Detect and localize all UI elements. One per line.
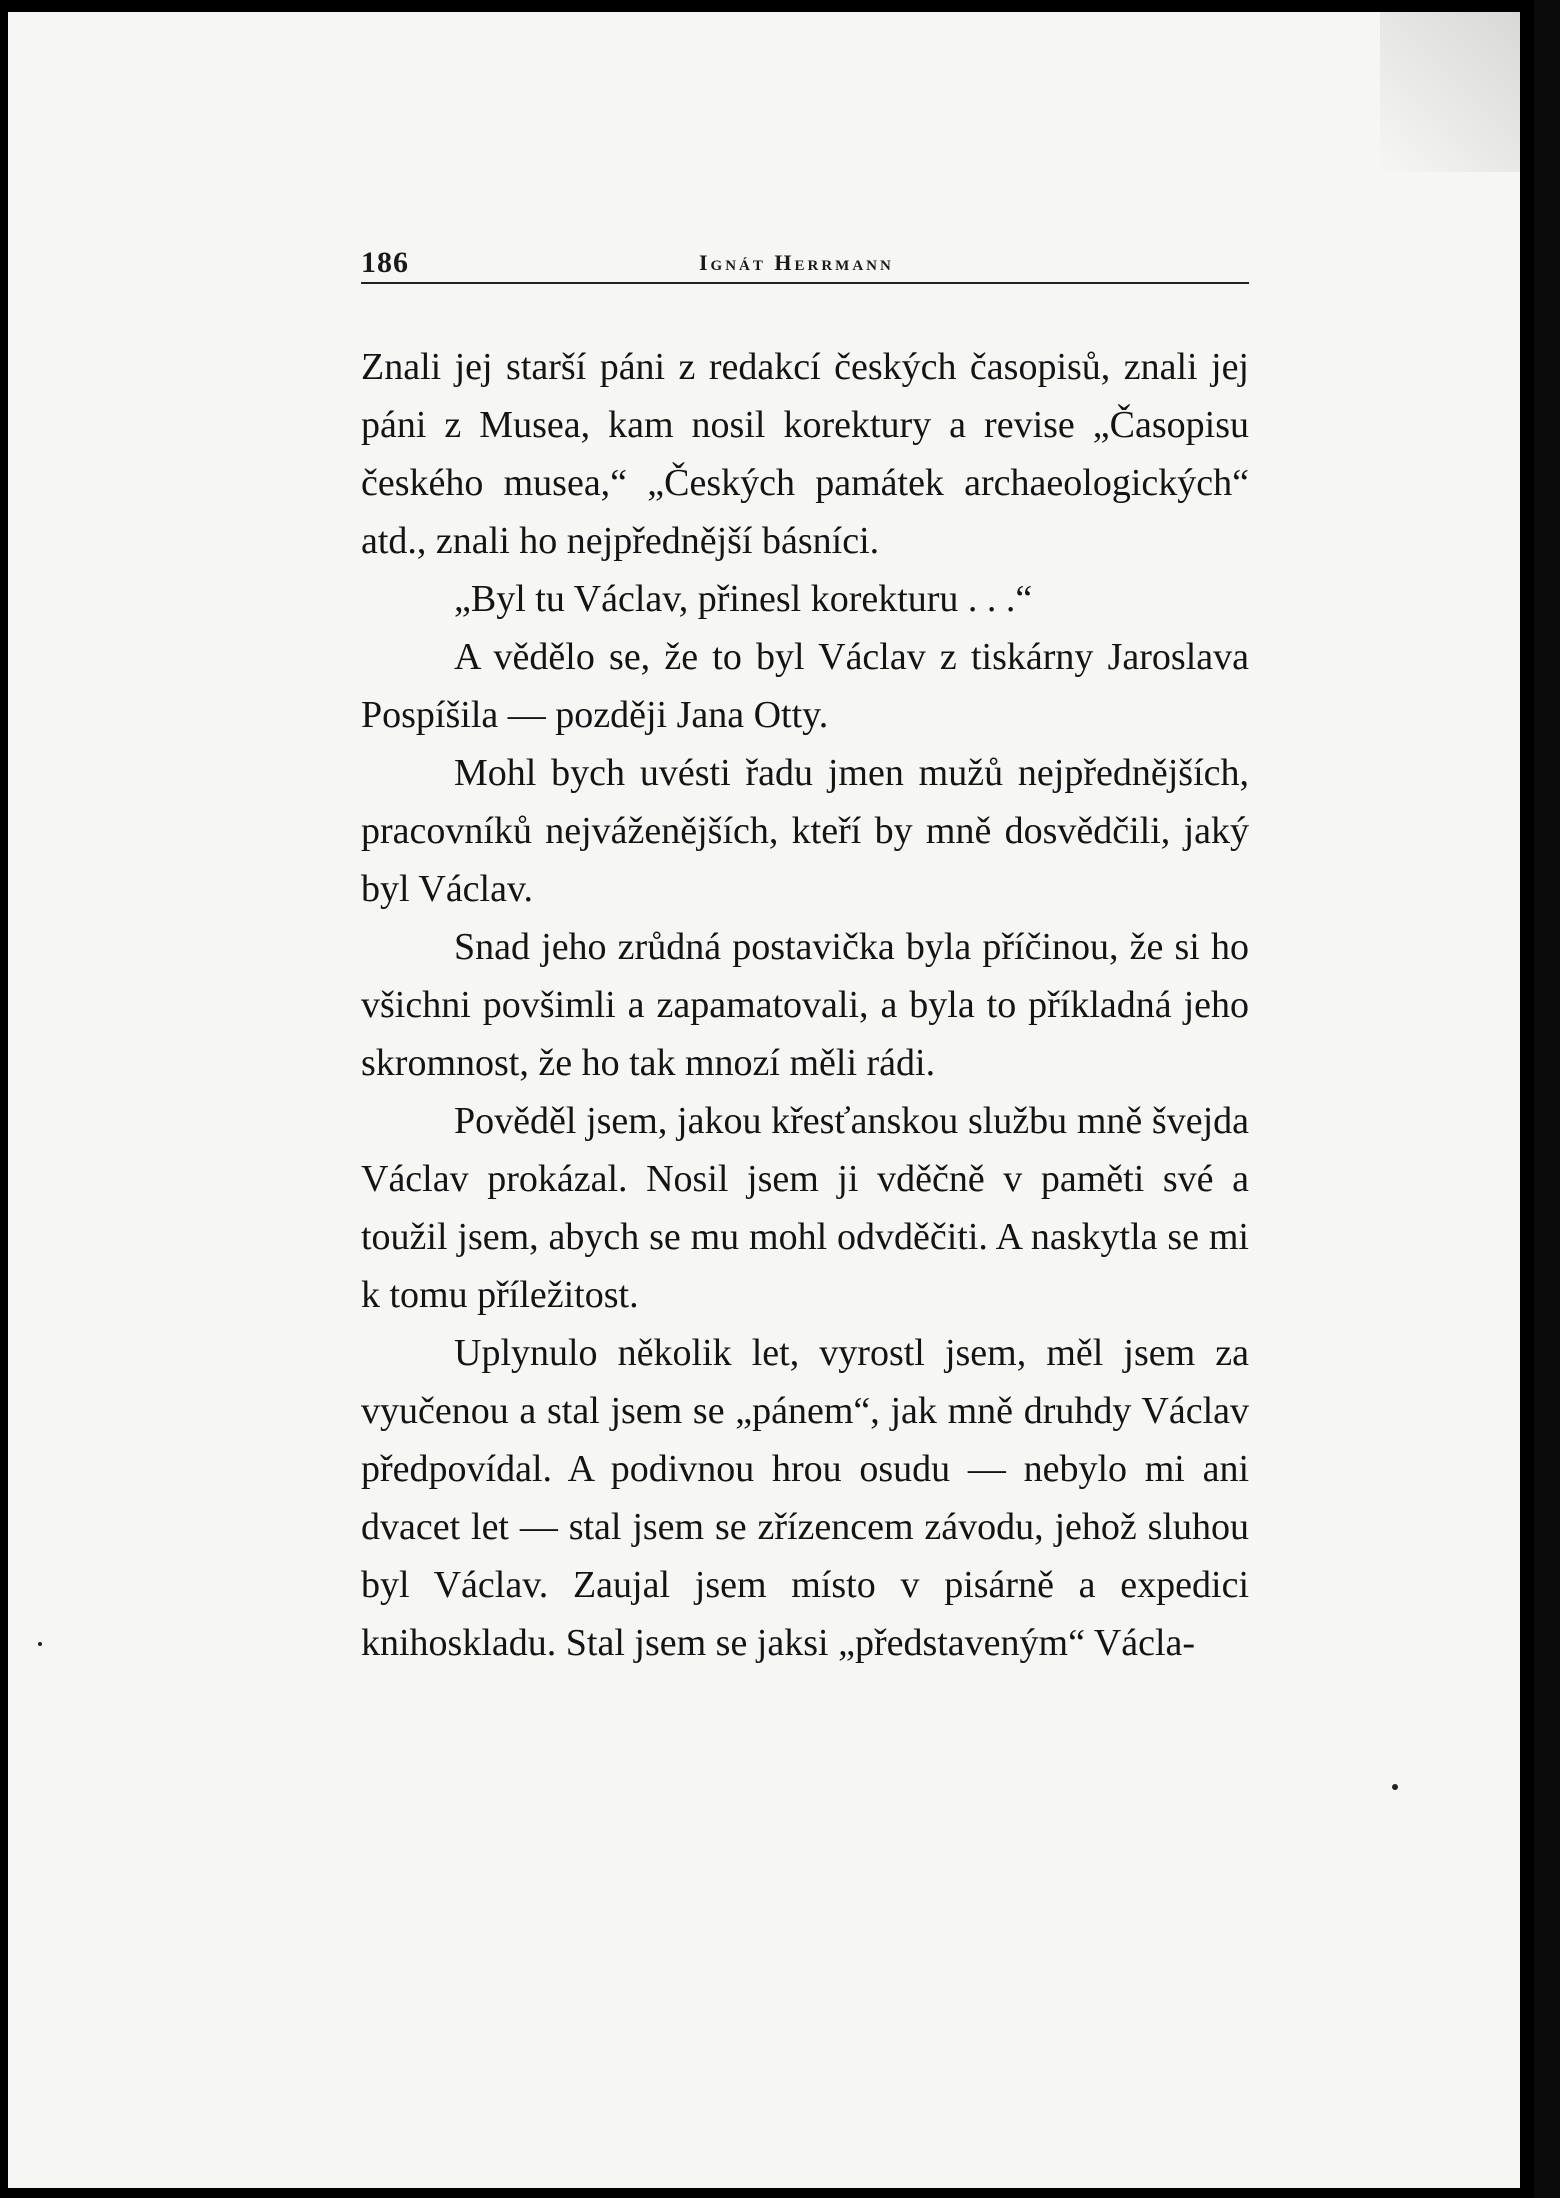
header-rule [361,282,1249,284]
paragraph-2: „Byl tu Václav, přinesl korekturu . . .“ [454,578,1033,620]
paragraph-7: Uplynulo několik let, vyrostl jsem, měl jsem za vyučenou a stal jsem se „pánem“, jak mně druhdy Václav předpovídal. A podivnou hrou osudu — nebylo mi ani dvacet let — stal jsem se zřízencem závodu, jehož sluhou byl Václav. Zaujal jsem místo v pisárně a expedici knihoskladu. Stal jsem se jaksi „představeným“ Václa- [361,1332,1249,1664]
paragraph-6: Pověděl jsem, jakou křesťanskou službu mně švejda Václav prokázal. Nosil jsem ji vděčně v paměti své a toužil jsem, abych se mu mohl odvděčiti. A naskytla se mi k tomu příležitost. [361,1100,1249,1316]
paragraph-5: Snad jeho zrůdná postavička byla příčinou, že si ho všichni povšimli a zapamatovali, a byla to příkladná jeho skromnost, že ho tak mnozí měli rádi. [361,926,1249,1084]
book-page [8,12,1520,2188]
scan-speck [1392,1784,1398,1790]
body-text [361,338,1249,1672]
paragraph-1: Znali jej starší páni z redakcí českých časopisů, znali jej páni z Musea, kam nosil korektury a revise „Časopisu českého musea,“ „Českých památek archaeologických“ atd., znali ho nejpřednější básníci. [361,346,1249,562]
paragraph-4: Mohl bych uvésti řadu jmen mužů nejpřednějších, pracovníků nejváženějších, kteří by mně dosvědčili, jaký byl Václav. [361,752,1249,910]
scan-border [1534,0,1560,2198]
running-title-author: Ignát Herrmann [699,250,894,275]
scan-speck [38,1642,42,1646]
page-number: 186 [361,246,409,279]
paragraph-3: A vědělo se, že to byl Václav z tiskárny Jaroslava Pospíšila — později Jana Otty. [361,636,1249,736]
running-head [361,238,1249,282]
